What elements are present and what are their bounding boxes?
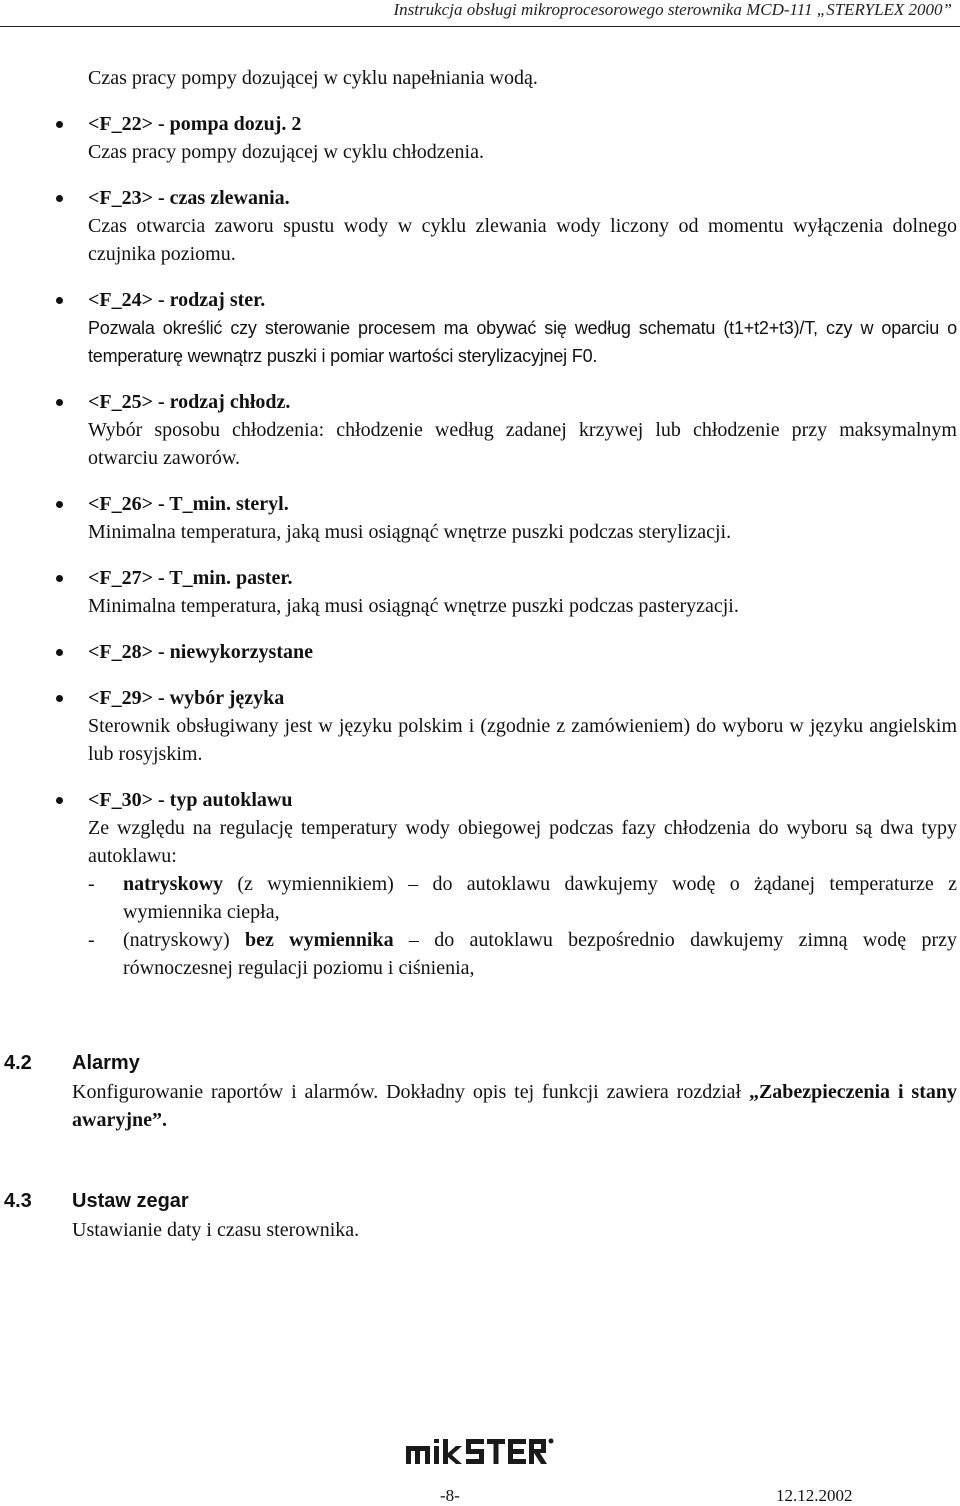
item-title: <F_28> - niewykorzystane	[88, 641, 313, 663]
bullet-icon	[56, 195, 63, 202]
list-item-f27	[0, 564, 960, 620]
section-body	[72, 1078, 957, 1134]
section-number: 4.2	[4, 1052, 32, 1074]
dash-marker: -	[88, 873, 95, 895]
item-title: <F_25> - rodzaj chłodz.	[88, 391, 291, 413]
item-desc: Ze względu na regulację temperatury wody obiegowej podczas fazy chłodzenia do wyboru są dwa typy autoklawu:	[88, 817, 957, 867]
list-item-f24	[0, 286, 960, 370]
section-number: 4.3	[4, 1190, 32, 1212]
item-title: <F_26> - T_min. steryl.	[88, 493, 289, 515]
item-desc: Czas otwarcia zaworu spustu wody w cyklu zlewania wody liczony od momentu wyłączenia dolnego czujnika poziomu.	[88, 215, 957, 265]
item-title: <F_30> - typ autoklawu	[88, 789, 293, 811]
bullet-icon	[56, 297, 63, 304]
item-desc: Wybór sposobu chłodzenia: chłodzenie według zadanej krzywej lub chłodzenie przy maksymalnym otwarciu zaworów.	[88, 419, 957, 469]
option-bold: bez wymiennika	[244, 929, 394, 951]
section-text: Konfigurowanie raportów i alarmów. Dokładny opis tej funkcji zawiera rozdział	[72, 1081, 749, 1103]
bullet-icon	[56, 399, 63, 406]
document-date: 12.12.2002	[776, 1486, 853, 1505]
list-item-f30	[0, 786, 960, 982]
section-body	[72, 1216, 957, 1244]
item-title: <F_23> - czas zlewania.	[88, 187, 290, 209]
header-rule	[0, 26, 960, 27]
section-ustaw-zegar	[0, 1186, 960, 1244]
option-natryskowy	[88, 870, 957, 926]
item-desc: Czas pracy pompy dozującej w cyklu chłodzenia.	[88, 141, 484, 163]
section-heading	[4, 1186, 957, 1216]
list-item-f22	[0, 110, 960, 166]
item-desc: Minimalna temperatura, jaką musi osiągnąć wnętrze puszki podczas sterylizacji.	[88, 521, 732, 543]
section-title: Ustaw zegar	[72, 1190, 189, 1212]
bullet-icon	[56, 501, 63, 508]
bullet-icon	[56, 695, 63, 702]
section-text: Ustawianie daty i czasu sterownika.	[72, 1219, 360, 1241]
option-bez-wymiennika	[88, 926, 957, 982]
list-item-f26	[0, 490, 960, 546]
mikster-logo	[404, 1434, 556, 1468]
option-pre: (natryskowy)	[123, 929, 245, 951]
section-alarmy	[0, 1048, 960, 1134]
item-desc: Sterownik obsługiwany jest w języku polskim i (zgodnie z zamówieniem) do wyboru w języku angielskim lub rosyjskim.	[88, 715, 957, 765]
page-number: -8-	[440, 1486, 460, 1505]
item-desc: Pozwala określić czy sterowanie procesem ma obywać się według schematu (t1+t2+t3)/T, czy w oparciu o temperaturę wewnątrz puszki i pomiar wartości sterylizacyjnej F0.	[88, 318, 957, 366]
item-title: <F_22> - pompa dozuj. 2	[88, 113, 302, 135]
item-title: <F_24> - rodzaj ster.	[88, 289, 266, 311]
section-bold-ref: „Zabezpieczenia i stany awaryjne”.	[72, 1081, 957, 1131]
bullet-icon	[56, 575, 63, 582]
dash-marker: -	[88, 929, 95, 951]
option-bold: natryskowy	[123, 873, 224, 895]
bullet-icon	[56, 121, 63, 128]
intro-text: Czas pracy pompy dozującej w cyklu napełniania wodą.	[88, 67, 538, 89]
item-title: <F_27> - T_min. paster.	[88, 567, 293, 589]
page-content	[0, 64, 960, 1244]
running-header: Instrukcja obsługi mikroprocesorowego sterownika MCD-111 „STERYLEX 2000”	[393, 0, 952, 19]
list-item-f25	[0, 388, 960, 472]
option-post: – do autoklawu bezpośrednio dawkujemy zimną wodę przy równoczesnej regulacji poziomu i ciśnienia,	[123, 929, 958, 979]
section-heading	[4, 1048, 957, 1078]
item-desc: Minimalna temperatura, jaką musi osiągnąć wnętrze puszki podczas pasteryzacji.	[88, 595, 739, 617]
bullet-icon	[56, 649, 63, 656]
list-item-f29	[0, 684, 960, 768]
list-item-f28	[0, 638, 960, 666]
option-post: (z wymiennikiem) – do autoklawu dawkujemy wodę o żądanej temperaturze z wymiennika ciepła,	[123, 873, 957, 923]
section-title: Alarmy	[72, 1052, 140, 1074]
bullet-icon	[56, 797, 63, 804]
list-item-f23	[0, 184, 960, 268]
item-title: <F_29> - wybór języka	[88, 687, 285, 709]
